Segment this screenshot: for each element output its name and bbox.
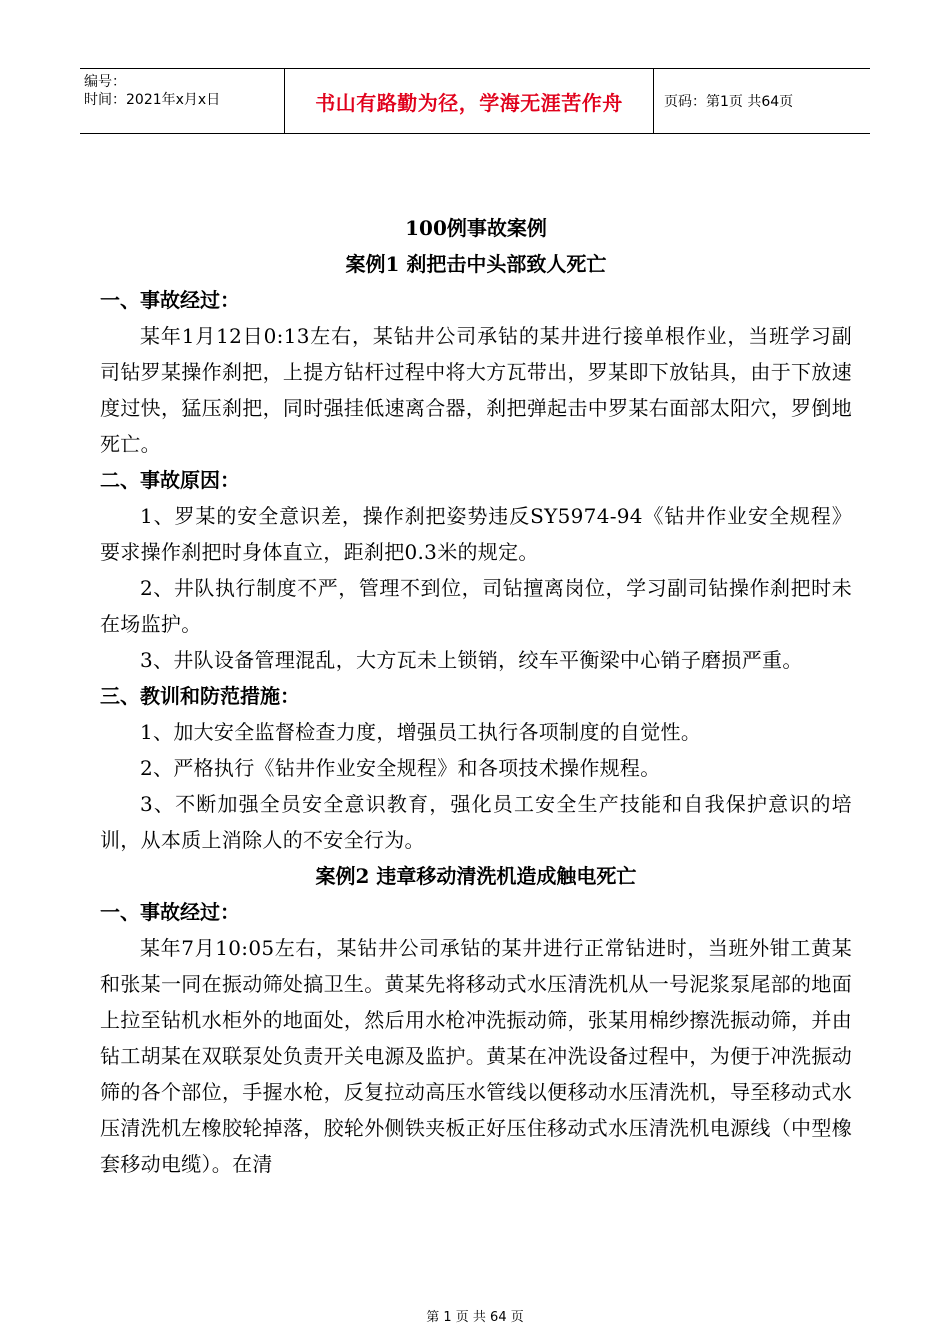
section-heading: 一、事故经过：: [100, 900, 240, 924]
document-title: 100例事故案例: [405, 216, 547, 240]
paragraph: 某年7月10:05左右，某钻井公司承钻的某井进行正常钻进时，当班外钳工黄某和张某一同在振动筛处搞卫生。黄某先将移动式水压清洗机从一号泥浆泵尾部的地面上拉至钻机水柜外的地面处，然后用水枪冲洗振动筛，张某用棉纱擦洗振动筛，并由钻工胡某在双联泵处负责开关电源及监护。黄某在冲洗设备过程中，为便于冲洗振动筛的各个部位，手握水枪，反复拉动高压水管线以便移动水压清洗机，导至移动式水压清洗机左橡胶轮掉落，胶轮外侧铁夹板正好压住移动式水压清洗机电源线（中型橡套移动电缆）。在清: [100, 936, 852, 1176]
paragraph: 2、井队执行制度不严，管理不到位，司钻擅离岗位，学习副司钻操作刹把时未在场监护。: [100, 576, 852, 636]
document-body: [100, 210, 852, 1182]
section-heading: 三、教训和防范措施：: [100, 684, 300, 708]
date-label: 时间：2021年x月x日: [84, 92, 221, 108]
paragraph: 某年1月12日0:13左右，某钻井公司承钻的某井进行接单根作业，当班学习副司钻罗某操作刹把，上提方钻杆过程中将大方瓦带出，罗某即下放钻具，由于下放速度过快，猛压刹把，同时强挂低速离合器，刹把弹起击中罗某右面部太阳穴，罗倒地死亡。: [100, 324, 852, 456]
number-label: 编号：: [84, 74, 126, 90]
section-heading: 一、事故经过：: [100, 288, 240, 312]
section-heading: 二、事故原因：: [100, 468, 240, 492]
header-meta: [80, 69, 284, 133]
paragraph: 2、严格执行《钻井作业安全规程》和各项技术操作规程。: [140, 756, 661, 780]
header-motto: 书山有路勤为径，学海无涯苦作舟: [284, 69, 654, 133]
paragraph: 3、不断加强全员安全意识教育，强化员工安全生产技能和自我保护意识的培训，从本质上消除人的不安全行为。: [100, 792, 852, 852]
paragraph: 1、加大安全监督检查力度，增强员工执行各项制度的自觉性。: [140, 720, 702, 744]
paragraph: 3、井队设备管理混乱，大方瓦未上锁销，绞车平衡梁中心销子磨损严重。: [140, 648, 803, 672]
paragraph: 1、罗某的安全意识差，操作刹把姿势违反SY5974-94《钻井作业安全规程》要求操作刹把时身体直立，距刹把0.3米的规定。: [100, 504, 852, 564]
case-title: 案例2 违章移动清洗机造成触电死亡: [315, 864, 637, 888]
page-header: [80, 68, 870, 134]
page-footer: 第 1 页 共 64 页: [426, 1310, 524, 1325]
case-title: 案例1 刹把击中头部致人死亡: [345, 252, 607, 276]
header-page-info: 页码：第1页 共64页: [664, 94, 794, 110]
